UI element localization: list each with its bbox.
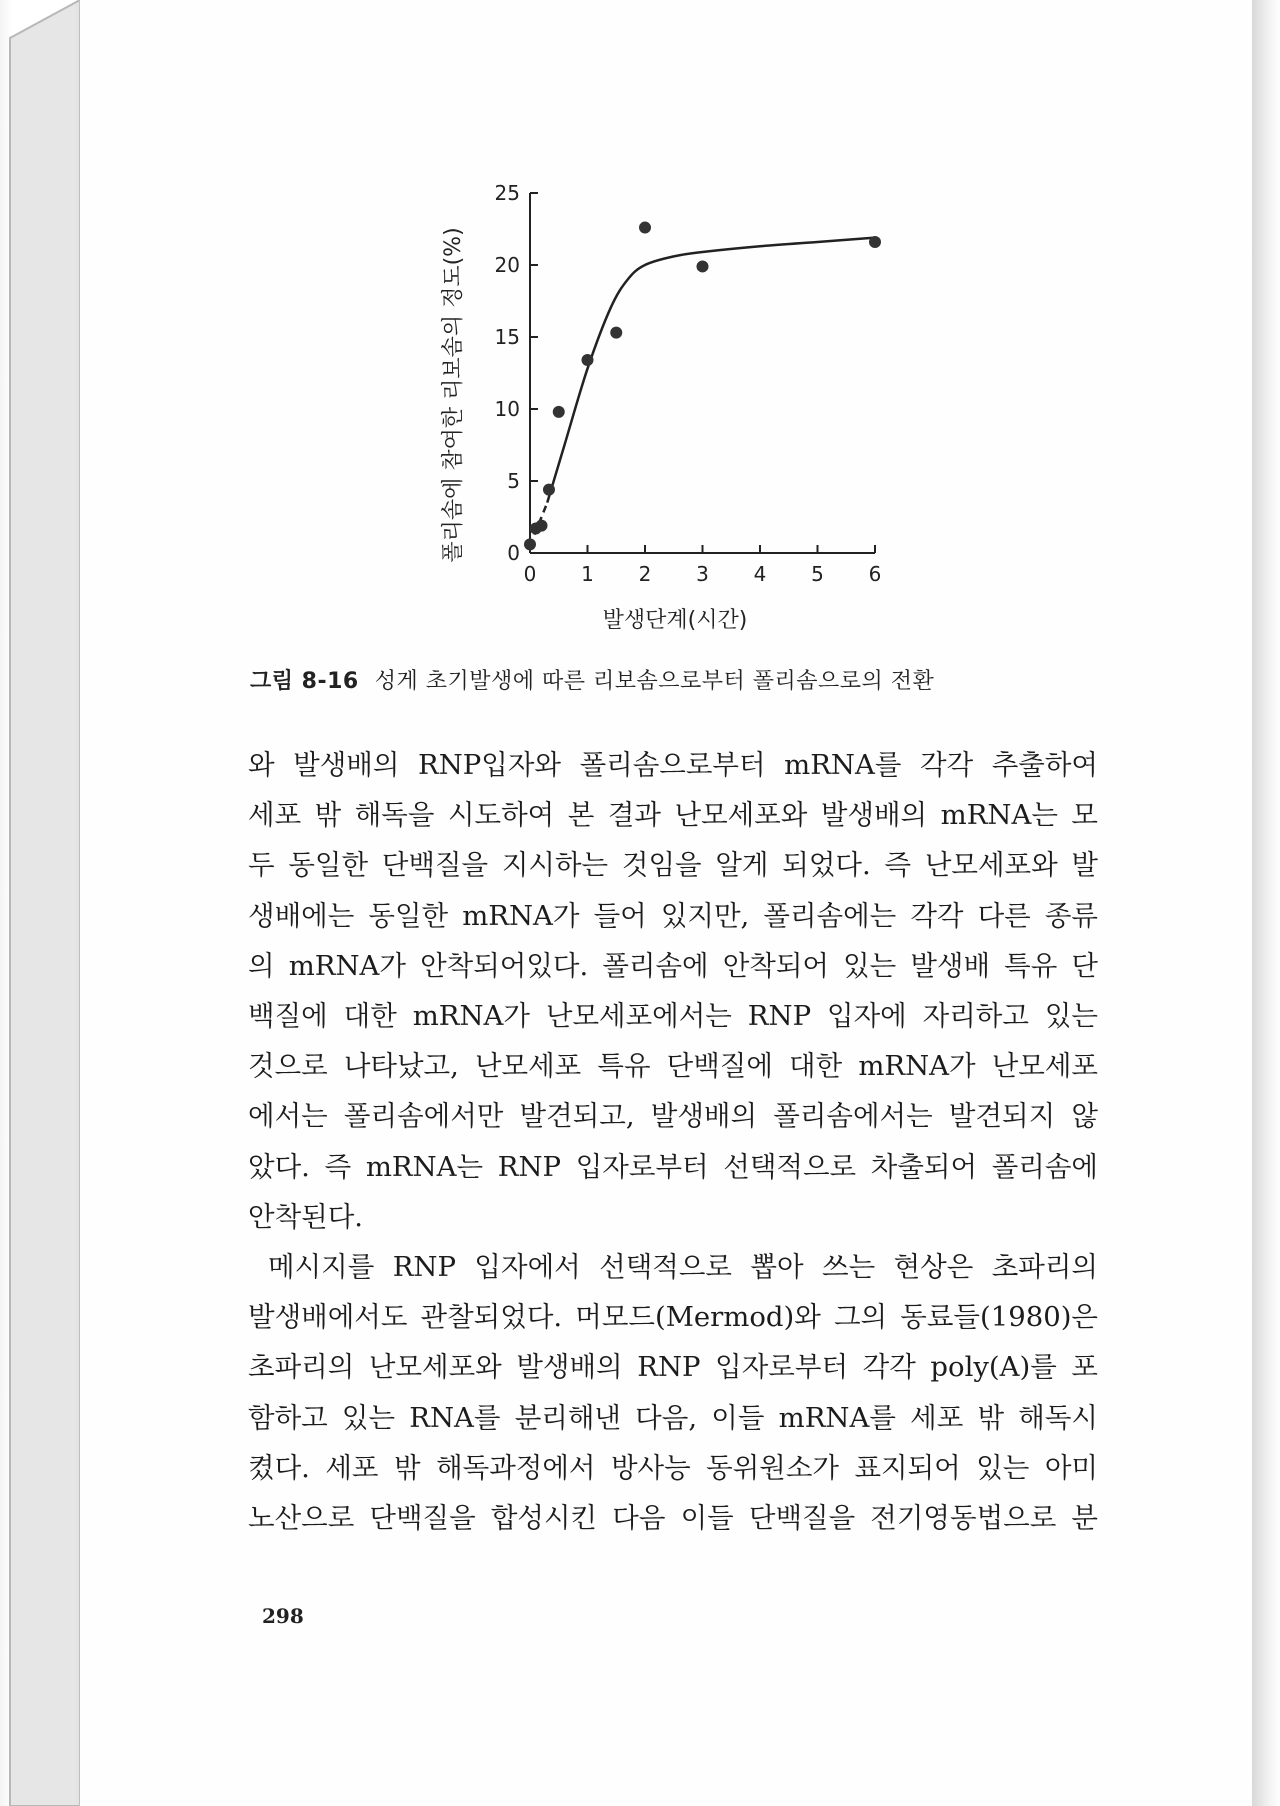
data-point bbox=[697, 260, 709, 272]
x-tick-label: 5 bbox=[811, 562, 824, 586]
figure-caption-text: 성게 초기발생에 따른 리보솜으로부터 폴리솜으로의 전환 bbox=[374, 669, 935, 694]
body-line: 에서는 폴리솜에서만 발견되고, 발생배의 폴리솜에서는 발견되지 않 bbox=[248, 1100, 1098, 1133]
fit-curve-solid bbox=[547, 238, 875, 503]
x-tick-label: 2 bbox=[638, 562, 652, 586]
x-axis-label: 발생단계(시간) bbox=[602, 608, 748, 633]
chart-fit-curve bbox=[530, 238, 875, 546]
x-tick-label: 4 bbox=[753, 562, 767, 586]
x-tick-label: 0 bbox=[523, 562, 537, 586]
page-right-edge bbox=[1252, 0, 1280, 1806]
y-axis-label: 폴리솜에 참여한 리보솜의 정도(%) bbox=[441, 227, 466, 563]
body-text bbox=[248, 740, 1098, 1543]
chart-axes bbox=[530, 193, 875, 553]
body-line: 두 동일한 단백질을 지시하는 것임을 알게 되었다. 즉 난모세포와 발 bbox=[248, 849, 1098, 882]
body-line: 았다. 즉 mRNA는 RNP 입자로부터 선택적으로 차출되어 폴리솜에 bbox=[248, 1150, 1098, 1183]
data-point bbox=[639, 222, 651, 234]
body-line: 함하고 있는 RNA를 분리해낸 다음, 이들 mRNA를 세포 밖 해독시 bbox=[248, 1401, 1098, 1434]
body-line: 의 mRNA가 안착되어있다. 폴리솜에 안착되어 있는 발생배 특유 단 bbox=[248, 949, 1098, 982]
y-tick-label: 20 bbox=[494, 253, 520, 277]
chart-points bbox=[524, 222, 881, 551]
body-line: 안착된다. bbox=[248, 1200, 364, 1233]
body-line: 생배에는 동일한 mRNA가 들어 있지만, 폴리솜에는 각각 다른 종류 bbox=[248, 899, 1098, 932]
body-line: 노산으로 단백질을 합성시킨 다음 이들 단백질을 전기영동법으로 분 bbox=[248, 1502, 1098, 1535]
y-tick-label: 0 bbox=[507, 541, 520, 565]
x-tick-label: 1 bbox=[581, 562, 594, 586]
body-line: 세포 밖 해독을 시도하여 본 결과 난모세포와 발생배의 mRNA는 모 bbox=[248, 799, 1098, 832]
data-point bbox=[536, 520, 548, 532]
data-point bbox=[610, 327, 622, 339]
body-line: 발생배에서도 관찰되었다. 머모드(Mermod)와 그의 동료들(1980)은 bbox=[248, 1301, 1098, 1334]
y-tick-label: 5 bbox=[507, 469, 520, 493]
y-tick-label: 15 bbox=[494, 325, 520, 349]
y-tick-label: 10 bbox=[494, 397, 520, 421]
figure-label: 그림 8-16 bbox=[250, 669, 359, 694]
body-line: 백질에 대한 mRNA가 난모세포에서는 RNP 입자에 자리하고 있는 bbox=[248, 1000, 1098, 1033]
body-line: 켰다. 세포 밖 해독과정에서 방사능 동위원소가 표지되어 있는 아미 bbox=[248, 1451, 1098, 1484]
data-point bbox=[553, 406, 565, 418]
data-point bbox=[524, 538, 536, 550]
figure-caption bbox=[250, 664, 1150, 695]
y-tick-label: 25 bbox=[494, 181, 520, 205]
body-line: 와 발생배의 RNP입자와 폴리솜으로부터 mRNA를 각각 추출하여 bbox=[248, 749, 1098, 781]
x-tick-label: 6 bbox=[868, 562, 882, 586]
body-line: 것으로 나타났고, 난모세포 특유 단백질에 대한 mRNA가 난모세포 bbox=[248, 1050, 1098, 1083]
data-point bbox=[869, 236, 881, 248]
body-line: 메시지를 RNP 입자에서 선택적으로 뽑아 쓰는 현상은 초파리의 bbox=[268, 1251, 1098, 1284]
data-point bbox=[582, 354, 594, 366]
x-tick-label: 3 bbox=[696, 562, 709, 586]
page-number: 298 bbox=[262, 1604, 304, 1628]
data-point bbox=[543, 484, 555, 496]
body-line: 초파리의 난모세포와 발생배의 RNP 입자로부터 각각 poly(A)를 포 bbox=[248, 1351, 1098, 1384]
figure-8-16-chart bbox=[430, 175, 900, 645]
